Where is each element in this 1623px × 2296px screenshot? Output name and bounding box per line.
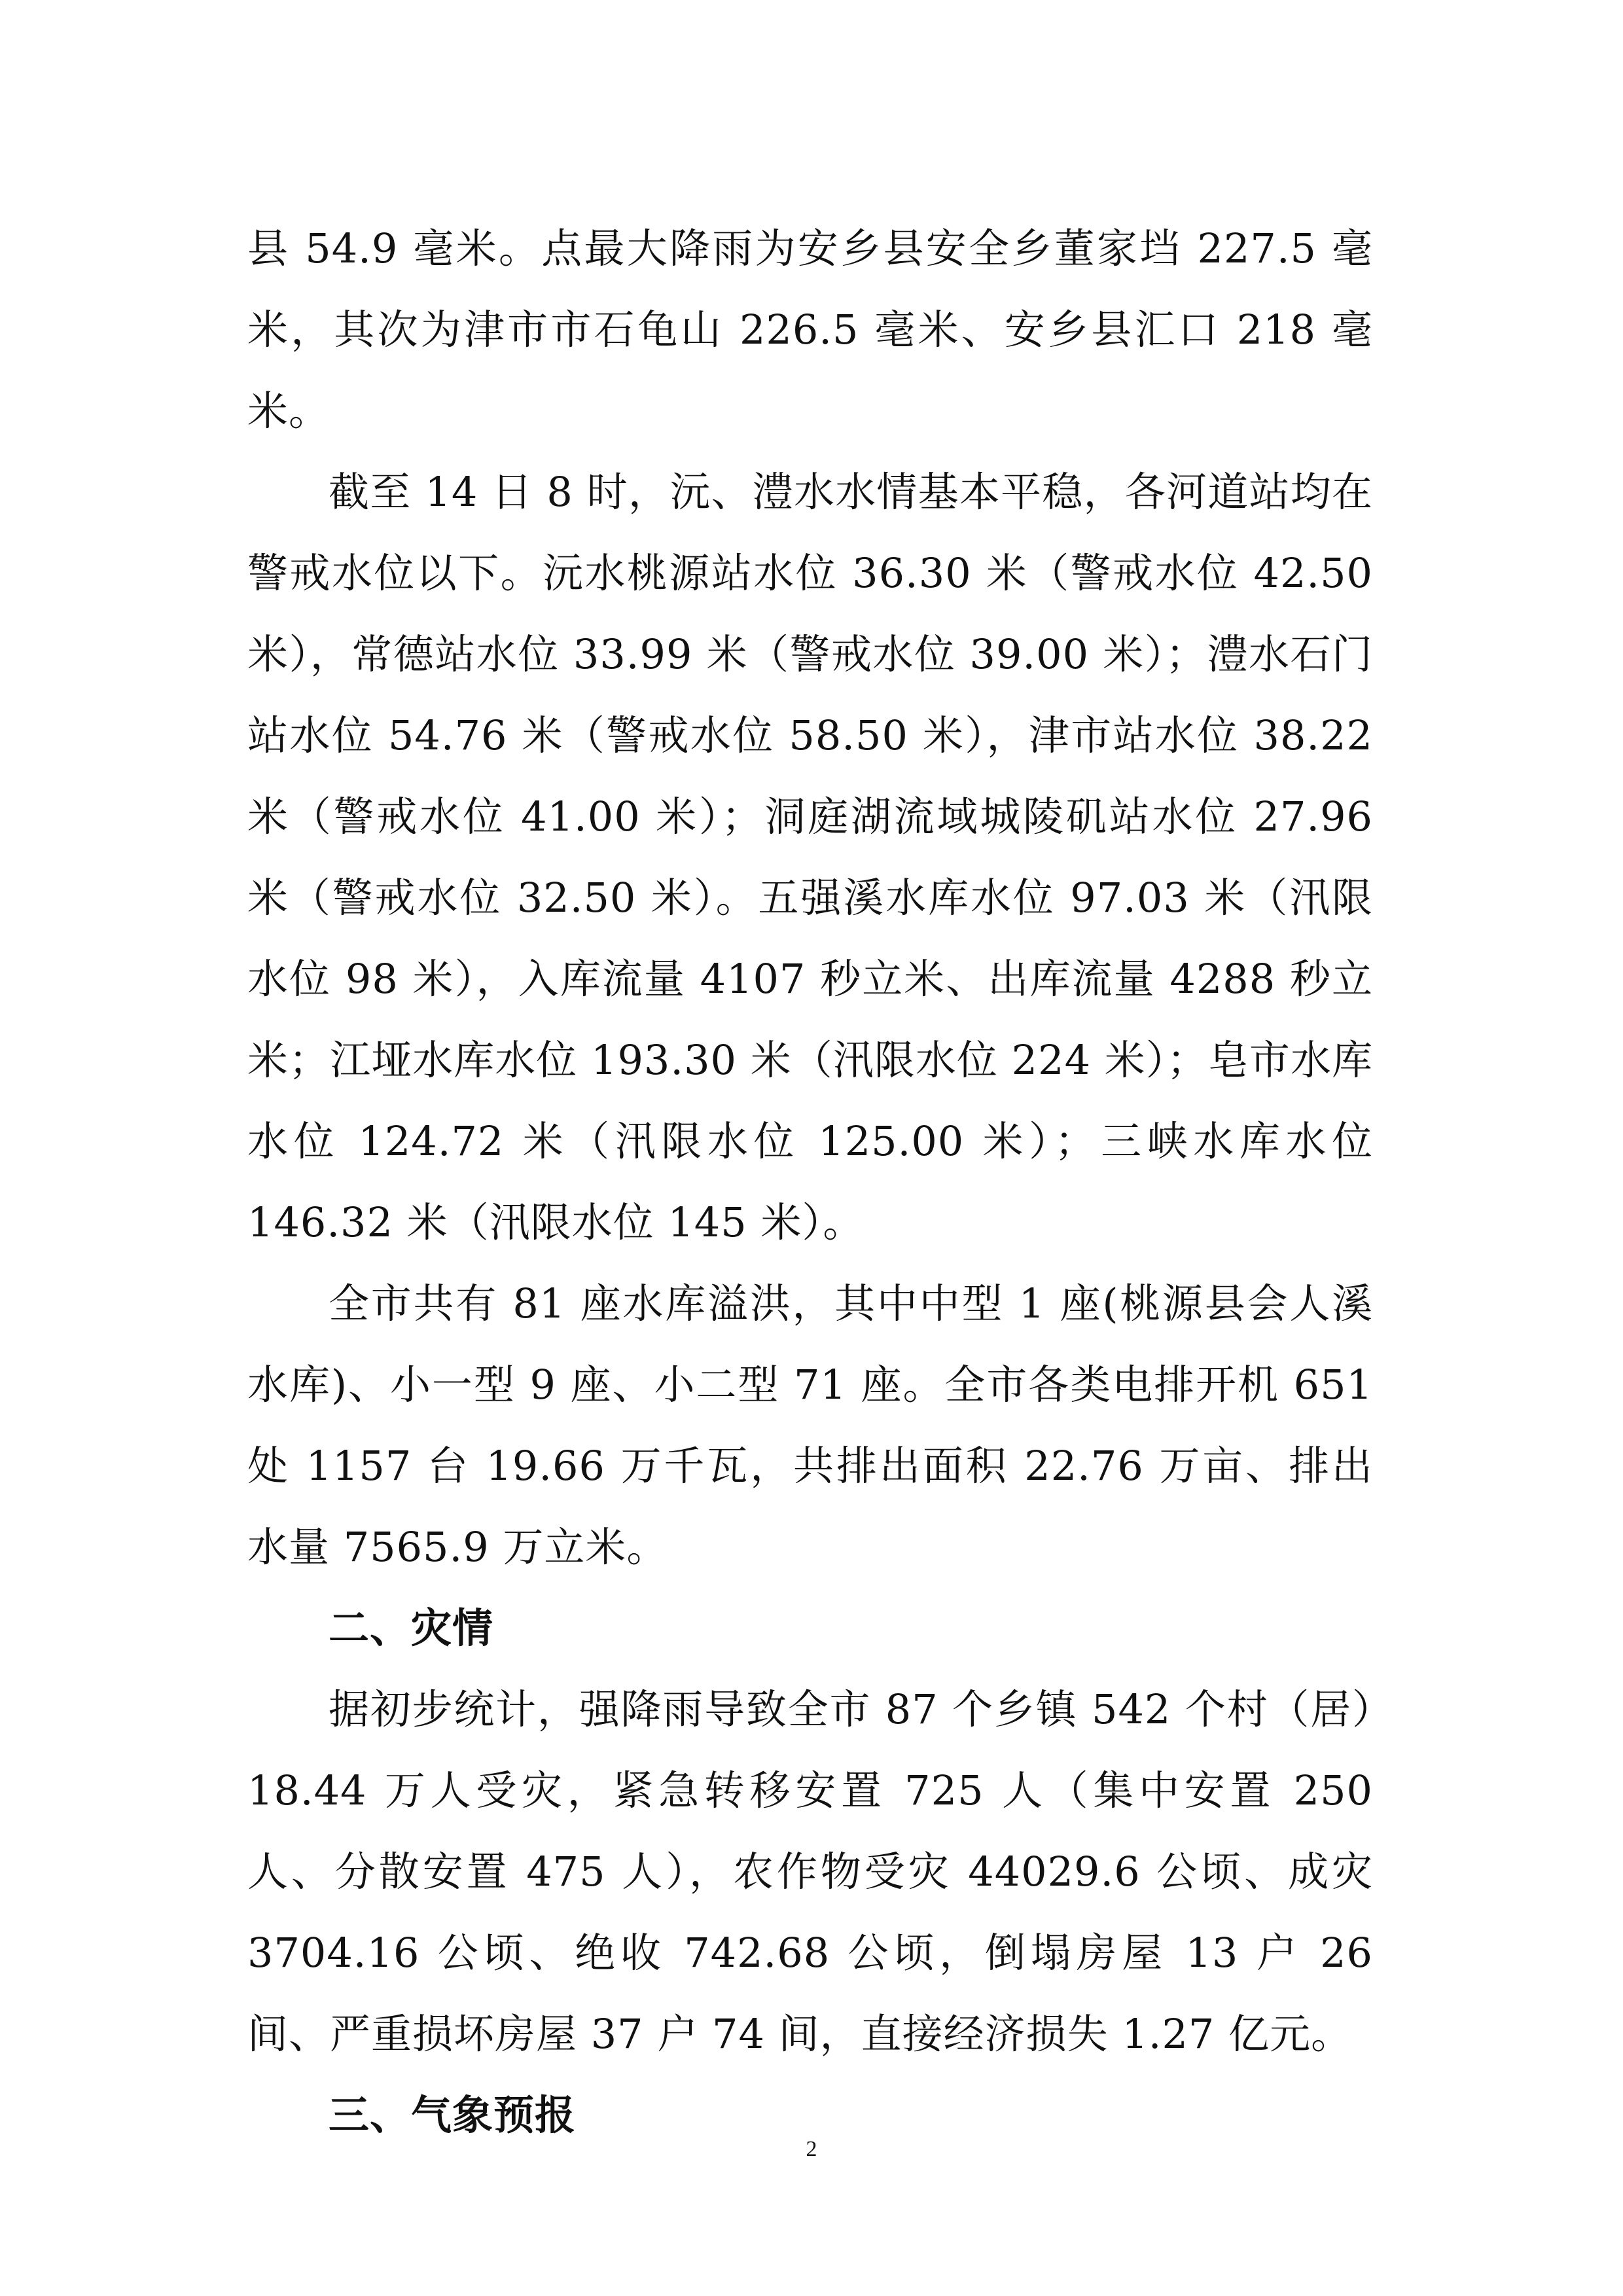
document-body — [247, 208, 1373, 2156]
paragraph-rainfall-continued: 县 54.9 毫米。点最大降雨为安乡县安全乡董家垱 227.5 毫米，其次为津市市石龟山 226.5 毫米、安乡县汇口 218 毫米。 — [247, 224, 1373, 435]
paragraph-reservoir-spillway: 全市共有 81 座水库溢洪，其中中型 1 座(桃源县会人溪水库)、小一型 9 座、小二型 71 座。全市各类电排开机 651 处 1157 台 19.66 万千瓦，共排出面积 22.76 万亩、排出水量 7565.9 万立米。 — [247, 1280, 1373, 1571]
paragraph-water-levels: 截至 14 日 8 时，沅、澧水水情基本平稳，各河道站均在警戒水位以下。沅水桃源站水位 36.30 米（警戒水位 42.50 米），常德站水位 33.99 米（警戒水位 39.00 米）；澧水石门站水位 54.76 米（警戒水位 58.50 米），津市站水位 38.22 米（警戒水位 41.00 米）；洞庭湖流域城陵矶站水位 27.96 米（警戒水位 32.50 米）。五强溪水库水位 97.03 米（汛限水位 98 米），入库流量 4107 秒立米、出库流量 4288 秒立米；江垭水库水位 193.30 米（汛限水位 224 米）；皂市水库水位 124.72 米（汛限水位 125.00 米）；三峡水库水位 146.32 米（汛限水位 145 米）。 — [247, 468, 1373, 1246]
section-heading-disaster: 二、灾情 — [329, 1604, 494, 1652]
section-heading-weather-forecast: 三、气象预报 — [329, 2091, 577, 2139]
paragraph-disaster-statistics: 据初步统计，强降雨导致全市 87 个乡镇 542 个村（居）18.44 万人受灾，紧急转移安置 725 人（集中安置 250 人、分散安置 475 人），农作物受灾 44029.6 公顷、成灾 3704.16 公顷、绝收 742.68 公顷，倒塌房屋 13 户 26 间、严重损坏房屋 37 户 74 间，直接经济损失 1.27 亿元。 — [247, 1685, 1373, 2058]
page-number: 2 — [806, 2137, 817, 2161]
